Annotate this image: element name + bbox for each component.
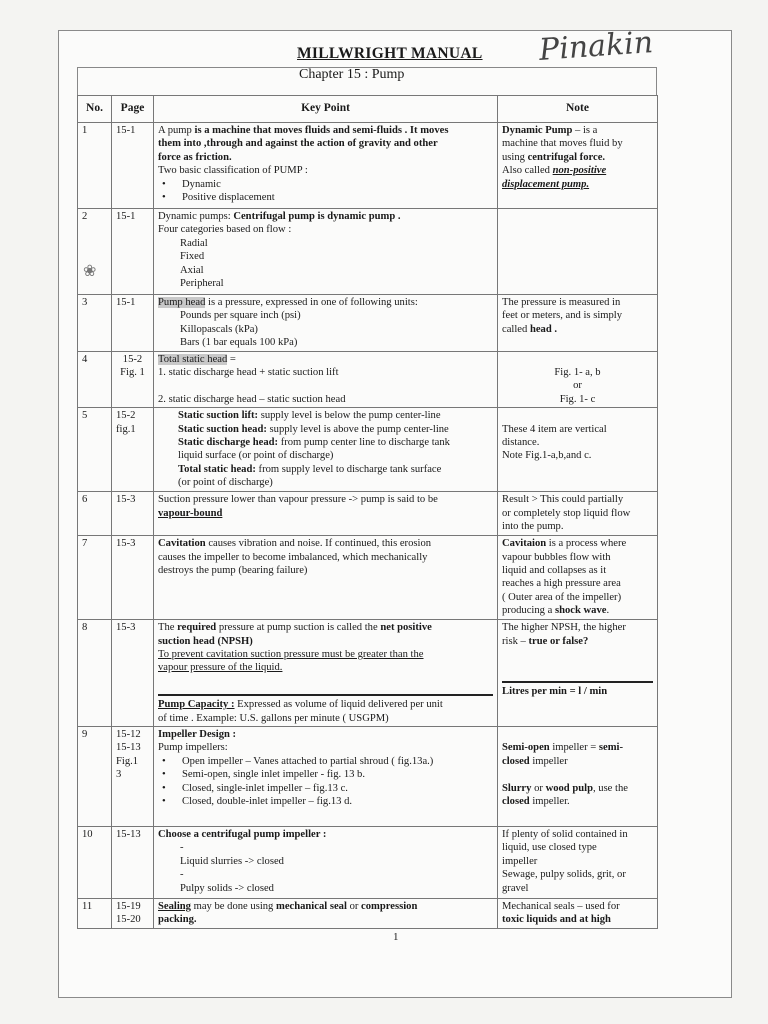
row-page: 15-1 bbox=[112, 123, 154, 209]
page-number: 1 bbox=[393, 931, 399, 943]
table-row bbox=[78, 727, 658, 827]
row-page: 15-19 15-20 bbox=[112, 899, 154, 929]
row-note: These 4 item are vertical distance. Note Fig.1-a,b,and c. bbox=[498, 408, 658, 492]
row-key-point: Pump head is a pressure, expressed in one of following units: Pounds per square inch (psi) Killopascals (kPa) Bars (1 bar equals 100 kPa) bbox=[154, 295, 498, 352]
row-page: 15-1 bbox=[112, 209, 154, 295]
table-row bbox=[78, 209, 658, 295]
table-row bbox=[78, 899, 658, 929]
row-note: Result > This could partially or completely stop liquid flow into the pump. bbox=[498, 492, 658, 536]
row-number: 2 bbox=[78, 209, 112, 295]
row-number: 7 bbox=[78, 536, 112, 620]
row-page: 15-1 bbox=[112, 295, 154, 352]
row-key-point: Cavitation causes vibration and noise. If continued, this erosion causes the impeller to become imbalanced, which mechanically destroys the pump (bearing failure) bbox=[154, 536, 498, 620]
table-row bbox=[78, 492, 658, 536]
chapter-heading: Chapter 15 : Pump bbox=[299, 67, 405, 82]
row-number: 6 bbox=[78, 492, 112, 536]
row-key-point: Static suction lift: supply level is below the pump center-line Static suction head: supply level is above the pump center-line Static discharge head: from pump center line to discharge tank liquid surface (or point of discharge) Total static head: from supply level to discharge tank surface (or point of discharge) bbox=[154, 408, 498, 492]
table-row bbox=[78, 123, 658, 209]
row-key-point: Sealing may be done using mechanical seal or compression packing. bbox=[154, 899, 498, 929]
document-page bbox=[58, 25, 732, 998]
table-header-row bbox=[78, 96, 658, 123]
row-note: Cavitaion is a process where vapour bubbles flow with liquid and collapses as it reaches a high pressure area ( Outer area of the impeller) producing a shock wave. bbox=[498, 536, 658, 620]
row-key-point: A pump is a machine that moves fluids and semi-fluids . It moves them into ,through and against the action of gravity and other force as friction. Two basic classification of PUMP : • Dynamic • Positive displacement bbox=[154, 123, 498, 209]
column-header-note: Note bbox=[498, 96, 658, 123]
document-title: MILLWRIGHT MANUAL bbox=[297, 45, 483, 62]
row-note: Dynamic Pump – is a machine that moves fluid by using centrifugal force. Also called non-positive displacement pump. bbox=[498, 123, 658, 209]
row-key-point: The required pressure at pump suction is called the net positive suction head (NPSH) To prevent cavitation suction pressure must be greater than the vapour pressure of the liquid. Pump Capacity : Expressed as volume of liquid delivered per unit of time . Example: U.S. gallons per minute ( USGPM) bbox=[154, 620, 498, 727]
row-page: 15-3 bbox=[112, 536, 154, 620]
table-row bbox=[78, 408, 658, 492]
row-number: 11 bbox=[78, 899, 112, 929]
row-page: 15-3 bbox=[112, 620, 154, 727]
row-key-point: Choose a centrifugal pump impeller : - Liquid slurries -> closed - Pulpy solids -> closed bbox=[154, 827, 498, 899]
row-number: 5 bbox=[78, 408, 112, 492]
column-header-no: No. bbox=[78, 96, 112, 123]
row-key-point: Dynamic pumps: Centrifugal pump is dynamic pump . Four categories based on flow : Radial Fixed Axial Peripheral bbox=[154, 209, 498, 295]
row-number: 10 bbox=[78, 827, 112, 899]
row-number: 3 bbox=[78, 295, 112, 352]
row-note: Semi-open impeller = semi- closed impeller Slurry or wood pulp, use the closed impeller. bbox=[498, 727, 658, 827]
row-note: The higher NPSH, the higher risk – true or false? Litres per min = l / min bbox=[498, 620, 658, 727]
row-note: Mechanical seals – used for toxic liquids and at high bbox=[498, 899, 658, 929]
table-row bbox=[78, 827, 658, 899]
row-key-point: Impeller Design : Pump impellers: • Open impeller – Vanes attached to partial shroud ( fig.13a.) • Semi-open, single inlet impeller - fig. 13 b. • Closed, single-inlet impeller – fig.13 c. • Closed, double-inlet impeller – fig.13 d. bbox=[154, 727, 498, 827]
column-header-key-point: Key Point bbox=[154, 96, 498, 123]
table-row bbox=[78, 536, 658, 620]
key-points-table bbox=[77, 95, 658, 929]
row-number: 9 bbox=[78, 727, 112, 827]
column-header-page: Page bbox=[112, 96, 154, 123]
row-page: 15-12 15-13 Fig.1 3 bbox=[112, 727, 154, 827]
row-number: 4 bbox=[78, 351, 112, 408]
row-page: 15-2 Fig. 1 bbox=[112, 351, 154, 408]
row-note bbox=[498, 209, 658, 295]
row-note: The pressure is measured in feet or meters, and is simply called head . bbox=[498, 295, 658, 352]
stamp-mark-icon: ❀ bbox=[83, 263, 97, 280]
table-row bbox=[78, 620, 658, 727]
row-page: 15-3 bbox=[112, 492, 154, 536]
table-row bbox=[78, 295, 658, 352]
row-key-point: Suction pressure lower than vapour pressure -> pump is said to be vapour-bound bbox=[154, 492, 498, 536]
row-note: If plenty of solid contained in liquid, use closed type impeller Sewage, pulpy solids, grit, or gravel bbox=[498, 827, 658, 899]
row-note: Fig. 1- a, b or Fig. 1- c bbox=[498, 351, 658, 408]
row-page: 15-2 fig.1 bbox=[112, 408, 154, 492]
row-number: 1 bbox=[78, 123, 112, 209]
row-page: 15-13 bbox=[112, 827, 154, 899]
table-row bbox=[78, 351, 658, 408]
row-number: 8 bbox=[78, 620, 112, 727]
handwritten-signature: Pinakin bbox=[537, 25, 655, 68]
row-key-point: Total static head = 1. static discharge head + static suction lift 2. static discharge head – static suction head bbox=[154, 351, 498, 408]
